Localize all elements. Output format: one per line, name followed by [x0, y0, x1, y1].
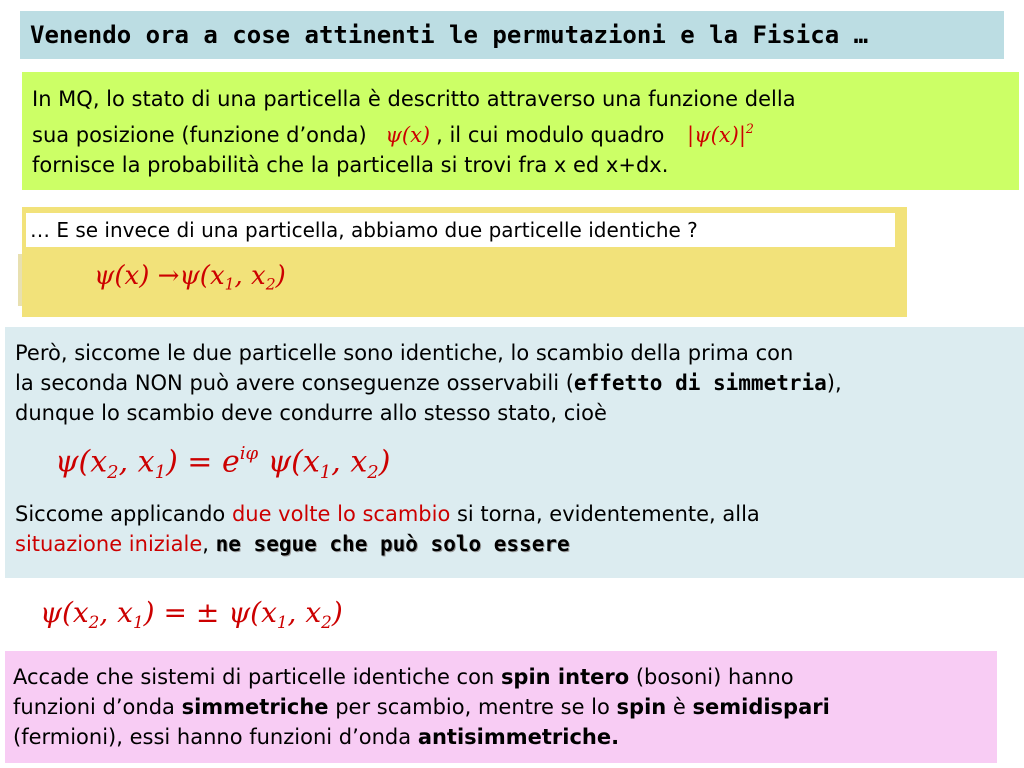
symmetry-line-3: dunque lo scambio deve condurre allo stesso stato, cioè [15, 401, 607, 425]
eq1-e: , x [331, 444, 368, 480]
spin-line-2-text-a: funzioni d’onda [13, 695, 182, 719]
eq-rhs-a: ψ(x [179, 261, 225, 291]
spin-line-2-text-c: è [666, 695, 693, 719]
eq-sub-2: 2 [265, 275, 276, 294]
eq2-b: , x [99, 596, 133, 629]
integer-spin-term: spin intero [500, 665, 630, 689]
spin-line-2 [13, 692, 997, 722]
intro-line-2-text-b: , il cui modulo quadro [436, 122, 665, 147]
symmetric-term: simmetriche [181, 695, 329, 719]
symmetry-line-2-text-a: la seconda NON può avere conseguenze osservabili ( [15, 371, 574, 395]
eq1-a: ψ(x [55, 444, 108, 480]
eq2-sub-2: 2 [88, 611, 100, 632]
intro-line-3: fornisce la probabilità che la particella si trovi fra x ed x+dx. [32, 152, 669, 177]
eq1-d: ψ(x [258, 444, 320, 480]
spin-term: spin [616, 695, 667, 719]
eq1-sub-t1: 1 [319, 461, 332, 483]
symmetry-line-5-text-a: , [202, 531, 216, 556]
eq-close: ) [275, 261, 286, 291]
slide-title: Venendo ora a cose attinenti le permutazioni e la Fisica … [20, 11, 1004, 59]
spin-line-1 [13, 662, 997, 692]
eq2-c: ) = ± ψ(x [143, 596, 277, 629]
eq2-f: ) [331, 596, 343, 629]
symmetry-line-2 [15, 368, 1024, 398]
eq1-sub-t2: 2 [367, 461, 379, 483]
conclusion-phrase: ne segue che può solo essere [215, 531, 570, 556]
modulus-squared-formula [671, 123, 754, 147]
eq-arrow: → [157, 261, 180, 291]
psi-x-formula: ψ(x) [385, 122, 431, 147]
exchange-phase-equation [15, 428, 1024, 499]
symmetry-line-5 [15, 529, 1024, 559]
symmetry-line-1: Però, siccome le due particelle sono identiche, lo scambio della prima con [15, 341, 794, 365]
symmetry-line-4 [15, 499, 1024, 529]
symmetry-line-4-text-b: si torna, evidentemente, alla [450, 501, 760, 526]
eq2-a: ψ(x [40, 596, 89, 629]
symmetry-line-4-text-a: Siccome applicando [15, 501, 232, 526]
spin-line-3-text-a: (fermioni), essi hanno funzioni d’onda [13, 725, 418, 749]
half-integer-term: semidispari [692, 695, 830, 719]
spin-line-1-text-b: (bosoni) hanno [629, 665, 794, 689]
plus-minus-equation [40, 596, 343, 632]
question-text: … E se invece di una particella, abbiamo due particelle identiche ? [26, 213, 895, 247]
modulus-squared-base: |ψ(x)| [687, 122, 746, 147]
intro-line-2-text-a: sua posizione (funzione d’onda) [32, 122, 367, 147]
spin-statistics-box [5, 651, 997, 763]
spin-line-3 [13, 722, 997, 752]
eq1-c: ) = e [166, 444, 240, 480]
two-particle-equation [94, 261, 286, 293]
eq1-f: ) [378, 444, 391, 480]
intro-box [22, 72, 1019, 190]
spin-line-2-text-b: per scambio, mentre se lo [328, 695, 617, 719]
question-box [22, 207, 907, 317]
antisymmetric-term: antisimmetriche. [417, 725, 620, 749]
eq-comma: , x [234, 261, 266, 291]
intro-line-1: In MQ, lo stato di una particella è descritto attraverso una funzione della [32, 87, 796, 111]
eq2-sub-1: 1 [132, 611, 144, 632]
eq1-sub-2: 2 [107, 461, 119, 483]
modulus-squared-exponent: 2 [745, 121, 754, 136]
eq1-b: , x [118, 444, 155, 480]
intro-line-2 [32, 114, 1019, 150]
eq2-sub-t2: 2 [321, 611, 332, 632]
symmetry-line-2-text-b: ), [826, 371, 842, 395]
symmetry-effect-term: effetto di simmetria [573, 371, 827, 395]
eq2-e: , x [287, 596, 322, 629]
eq-lhs: ψ(x) [94, 261, 150, 291]
eq1-sub-1: 1 [154, 461, 167, 483]
initial-situation-phrase: situazione iniziale [15, 531, 203, 556]
eq2-sub-t1: 1 [276, 611, 288, 632]
spin-line-1-text-a: Accade che sistemi di particelle identiche con [13, 665, 501, 689]
eq1-exponent: iφ [239, 443, 259, 464]
symmetry-box [5, 327, 1024, 578]
eq-sub-1: 1 [224, 275, 235, 294]
double-exchange-phrase: due volte lo scambio [231, 501, 451, 526]
